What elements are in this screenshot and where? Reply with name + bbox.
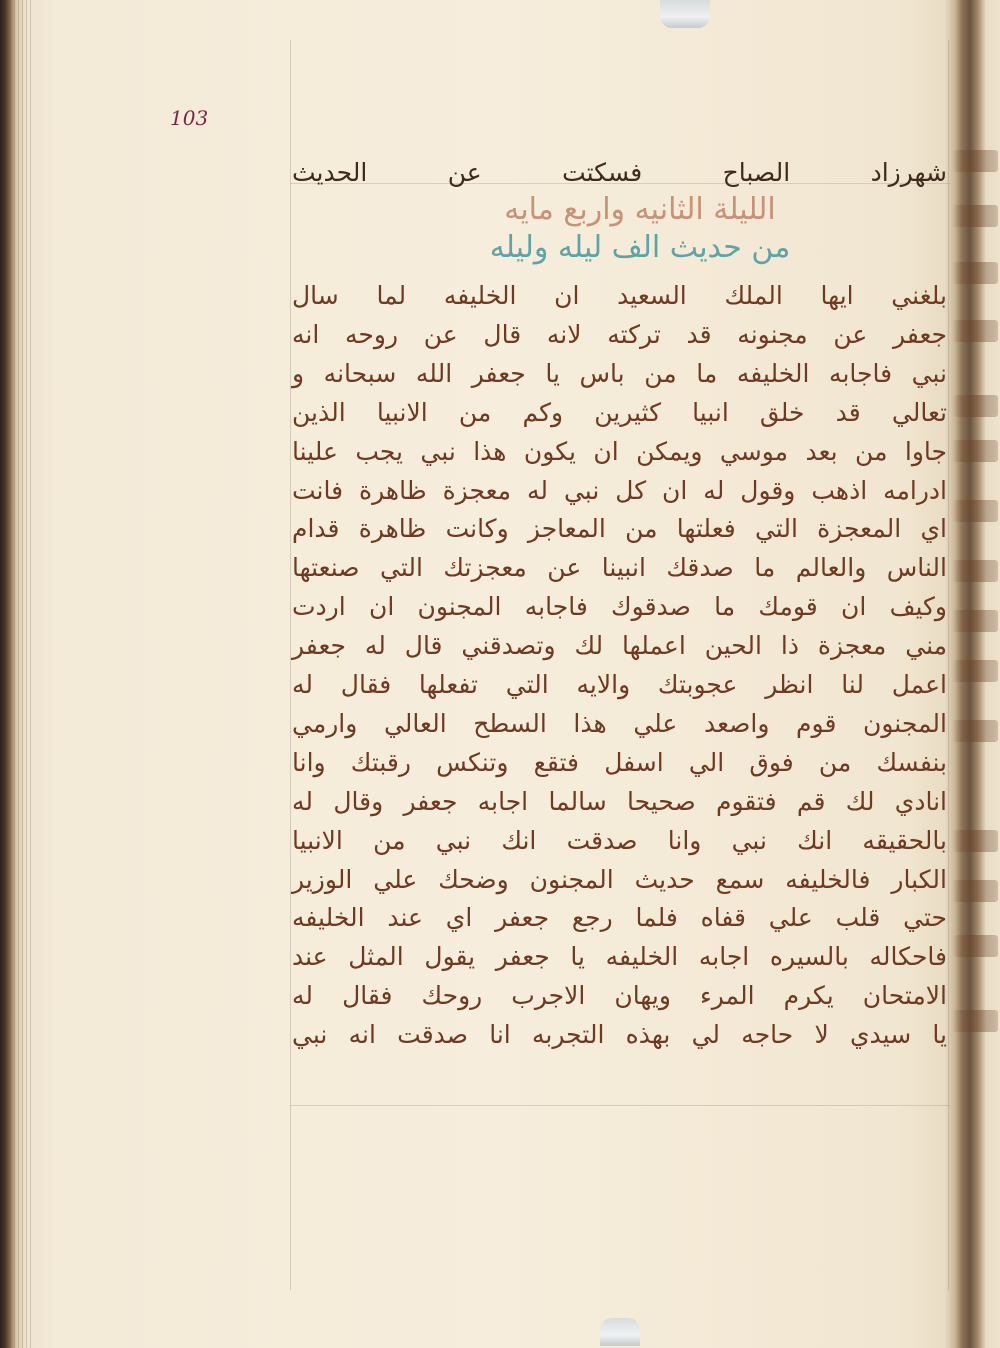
facing-text-fragment [952,560,998,582]
facing-page-edge [952,0,1000,1348]
text-line: مني معجزة ذا الحين اعملها لك وتصدقني قال له جعفر [292,631,947,661]
facing-text-fragment [952,720,998,742]
text-line: انادي لك قم فتقوم صحيحا سالما اجابه جعفر وقال له [292,786,947,816]
facing-text-fragment [952,395,998,417]
facing-text-fragment [952,500,998,522]
page-edges-left [6,0,32,1348]
text-line: بنفسك من فوق الي اسفل فتقع وتنكس رقبتك وانا [292,747,947,777]
clip-bottom [600,1318,640,1346]
ruling-line-left [290,40,291,1290]
text-line: الناس والعالم ما صدقك انبينا عن معجزتك التي صنعتها [292,553,947,583]
text-line: بالحقيقه انك نبي وانا صدقت انك نبي من الانبيا [292,825,947,855]
text-line: جاوا من بعد موسي ويمكن ان يكون هذا نبي يجب علينا [292,436,947,466]
folio-number: 103 [170,106,209,130]
text-line: وكيف ان قومك ما صدقوك فاجابه المجنون ان اردت [292,592,947,622]
text-line: بلغني ايها الملك السعيد ان الخليفه لما سال [292,281,947,310]
facing-text-fragment [952,880,998,902]
facing-text-fragment [952,610,998,632]
text-line: جعفر عن مجنونه قد تركته لانه قال عن روحه انه [292,319,947,349]
text-line: يا سيدي لا حاجه لي بهذه التجربه انا صدقت انه نبي [292,1020,947,1050]
facing-text-fragment [952,830,998,852]
facing-text-fragment [952,935,998,957]
ruling-line-right [948,40,949,1290]
text-line: المجنون قوم واصعد علي هذا السطح العالي وارمي [292,708,947,738]
facing-text-fragment [952,205,998,227]
ruling-line-bottom [290,1105,950,1106]
facing-text-fragment [952,150,998,172]
opening-line: شهرزاد الصباح فسكتت عن الحديث [292,158,947,187]
facing-text-fragment [952,440,998,462]
text-line: الامتحان يكرم المرء ويهان الاجرب روحك فقال له [292,981,947,1011]
clip-top [660,0,710,28]
facing-text-fragment [952,262,998,284]
text-line: نبي فاجابه الخليفه ما من باس يا جعفر الله سبحانه و [292,358,947,388]
text-line: حتي قلب علي قفاه فلما رجع جعفر اي عند الخليفه [292,903,947,933]
facing-text-fragment [952,1010,998,1032]
text-line: اعمل لنا انظر عجوبتك والايه التي تفعلها فقال له [292,670,947,699]
text-line: اي المعجزة التي فعلتها من المعاجز وكانت ظاهرة قدام [292,514,947,544]
text-line: الكبار فالخليفه سمع حديث المجنون وضحك علي الوزير [292,864,947,894]
facing-text-fragment [952,320,998,342]
night-heading: الليلة الثانيه واربع مايه [504,192,776,227]
facing-text-fragment [952,660,998,682]
text-line: ادرامه اذهب وقول له ان كل نبي له معجزة ظاهرة فانت [292,475,947,505]
text-line: تعالي قد خلق انبيا كثيرين وكم من الانبيا الذين [292,397,947,427]
source-heading: من حديث الف ليله وليله [489,230,791,265]
text-line: فاحكاله بالسيره اجابه الخليفه يا جعفر يقول المثل عند [292,942,947,972]
